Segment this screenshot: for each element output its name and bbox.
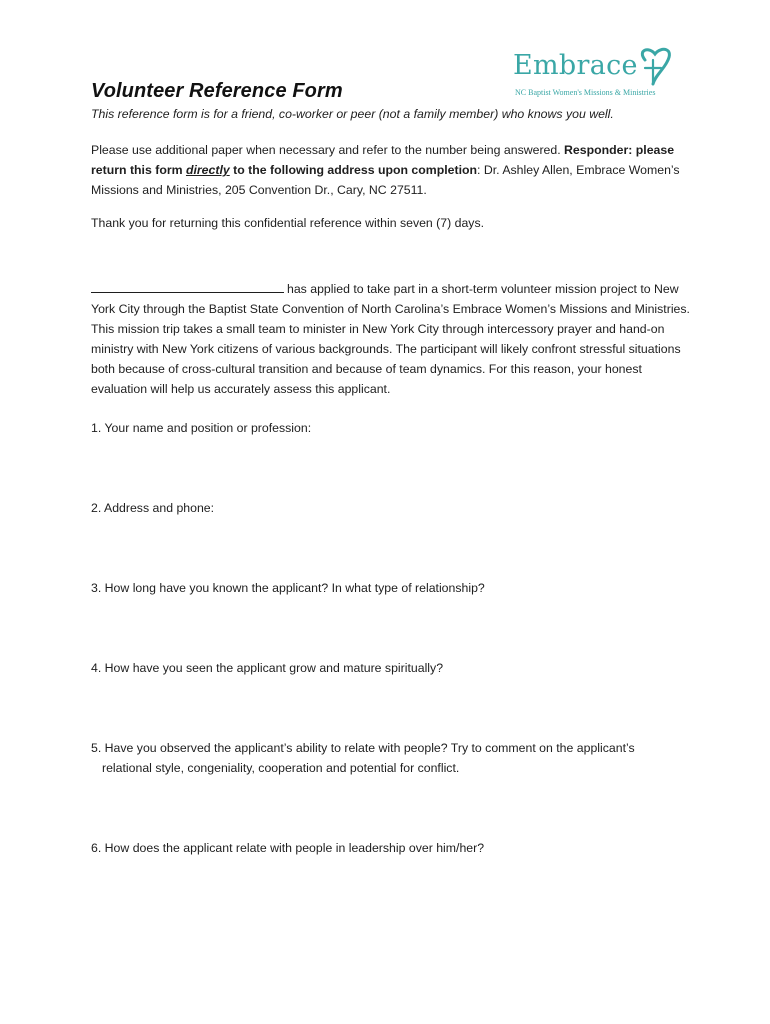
question-text: 6. How does the applicant relate with people in leadership over him/her? <box>91 841 485 855</box>
logo-tagline: NC Baptist Women's Missions & Ministries <box>515 88 656 97</box>
instructions-emphasis: directly <box>185 163 230 177</box>
applicant-name-blank[interactable] <box>91 280 284 293</box>
question-text: 4. How have you seen the applicant grow and mature spiritually? <box>91 661 444 675</box>
instructions-text-2: : Dr. Ashley Allen, Embrace Women’s Missions and Ministries, 205 Convention Dr., Cary, NC 27511. <box>91 163 680 197</box>
logo-wordmark: Embrace <box>513 50 638 81</box>
question-text: 2. Address and phone: <box>91 501 215 515</box>
question-6 <box>91 838 681 858</box>
instructions-bold-1: Responder: please return this form <box>91 143 675 177</box>
embrace-logo <box>503 42 683 102</box>
intro-paragraph <box>91 279 691 399</box>
page-title: Volunteer Reference Form <box>91 80 343 102</box>
question-1 <box>91 418 681 438</box>
instructions-bold-2: to the following address upon completion <box>229 163 478 177</box>
question-continuation: relational style, congeniality, cooperation and potential for conflict. <box>102 761 460 775</box>
intro-text: has applied to take part in a short-term volunteer mission project to New York City through the Baptist State Convention of North Carolina’s Embrace Women’s Missions and Ministries. This mission trip takes a small team to minister in New York City through intercessory prayer and hand-on ministry with New York citizens of various backgrounds. The participant will likely confront stressful situations both because of cross-cultural transition and because of team dynamics. For this reason, your honest evaluation will help us accurately assess this applicant. <box>91 282 690 396</box>
question-text: 5. Have you observed the applicant’s ability to relate with people? Try to comment on the applicant’s <box>91 741 635 755</box>
cross-heart-icon <box>631 44 683 88</box>
question-text: 1. Your name and position or profession: <box>91 421 312 435</box>
question-2 <box>91 498 681 518</box>
instructions-text-1: Please use additional paper when necessary and refer to the number being answered. <box>91 143 565 157</box>
thanks-paragraph: Thank you for returning this confidential reference within seven (7) days. <box>91 216 485 230</box>
question-4 <box>91 658 681 678</box>
question-text: 3. How long have you known the applicant? In what type of relationship? <box>91 581 485 595</box>
question-3 <box>91 578 681 598</box>
question-5 <box>91 738 681 778</box>
instructions-paragraph <box>91 140 691 200</box>
page-subtitle: This reference form is for a friend, co-worker or peer (not a family member) who knows you well. <box>91 107 614 121</box>
